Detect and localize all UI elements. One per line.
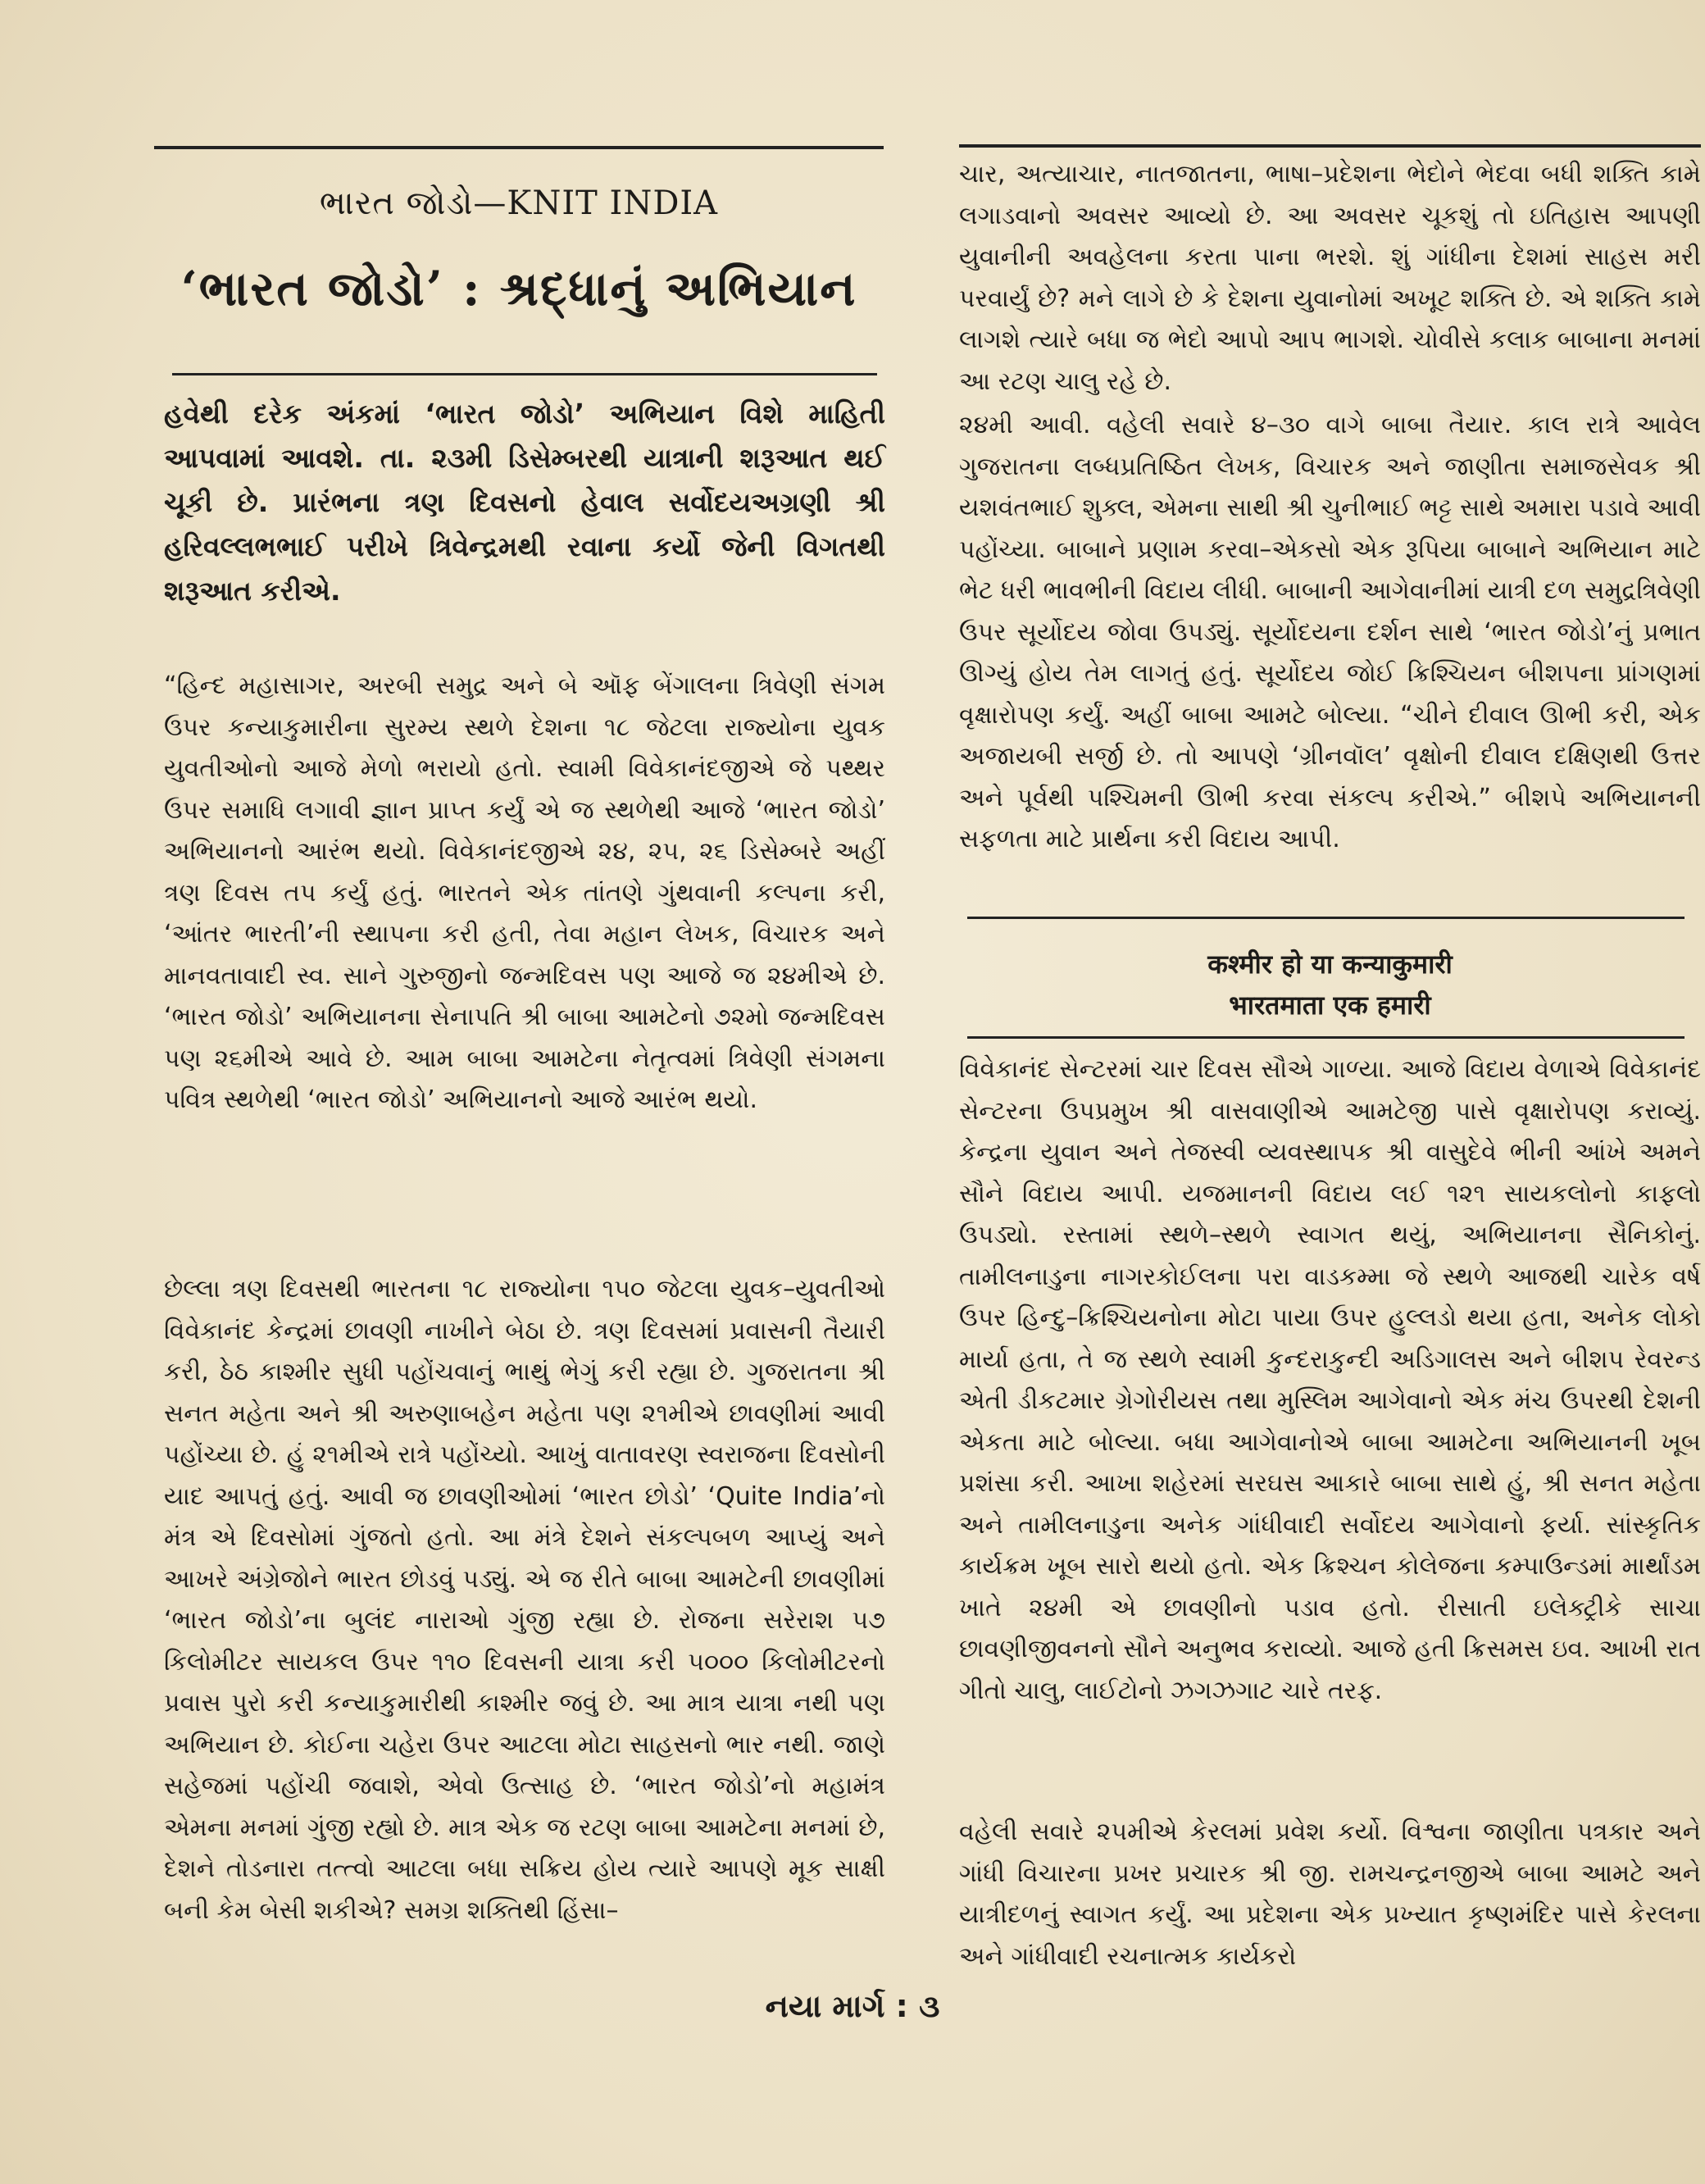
article-headline: ‘ભારત જોડો’ : શ્રદ્ધાનું અભિયાન: [180, 261, 857, 316]
article-kicker: ભારત જોડો—KNIT INDIA: [319, 184, 719, 222]
body-paragraph-1: “હિન્દ મહાસાગર, અરબી સમુદ્ર અને બે ઑફ બેંગાલના ત્રિવેણી સંગમ ઉપર કન્યાકુમારીના સુરમ્ય સ્થળે દેશના ૧૮ જેટલા રાજ્યોના યુવક યુવતીઓનો આજે મેળો ભરાયો હતો. સ્વામી વિવેકાનંદજીએ જે પથ્થર ઉપર સમાધિ લગાવી જ્ઞાન પ્રાપ્ત કર્યું એ જ સ્થળેથી આજે ‘ભારત જોડો’ અભિયાનનો આરંભ થયો. વિવેકાનંદજીએ ૨૪, ૨૫, ૨૬ ડિસેમ્બરે અહીં ત્રણ દિવસ તપ કર્યું હતું. ભારતને એક તાંતણે ગુંથવાની કલ્પના કરી, ‘આંતર ભારતી’ની સ્થાપના કરી હતી, તેવા મહાન લેખક, વિચારક અને માનવતાવાદી સ્વ. સાને ગુરુજીનો જન્મદિવસ પણ આજે જ ૨૪મીએ છે. ‘ભારત જોડો’ અભિયાનના સેનાપતિ શ્રી બાબા આમટેનો ૭૨મો જન્મદિવસ પણ ૨૬મીએ આવે છે. આમ બાબા આમટેના નેતૃત્વમાં ત્રિવેણી સંગમના પવિત્ર સ્થળેથી ‘ભારત જોડો’ અભિયાનનો આજે આરંભ થયો.: [164, 671, 885, 1114]
slogan-top-rule: [967, 917, 1685, 919]
slogan-line-2: भारतमाता एक हमारी: [1229, 990, 1431, 1021]
slogan-line-1: कश्मीर हो या कन्याकुमारी: [1207, 949, 1453, 980]
body-paragraph-4: ૨૪મી આવી. વહેલી સવારે ૪–૩૦ વાગે બાબા તૈયાર. કાલ રાત્રે આવેલ ગુજરાતના લબ્ધપ્રતિષ્ઠિત લેખક, વિચારક અને જાણીતા સમાજસેવક શ્રી યશવંતભાઈ શુક્લ, એમના સાથી શ્રી ચુનીભાઈ ભટ્ટ સાથે અમારા પડાવે આવી પહોંચ્યા. બાબાને પ્રણામ કરવા–એકસો એક રૂપિયા બાબાને અભિયાન માટે ભેટ ધરી ભાવભીની વિદાય લીધી. બાબાની આગેવાનીમાં યાત્રી દળ સમુદ્રત્રિવેણી ઉપર સૂર્યોદય જોવા ઉપડ્યું. સૂર્યોદયના દર્શન સાથે ‘ભારત જોડો’નું પ્રભાત ઊગ્યું હોય તેમ લાગતું હતું. સૂર્યોદય જોઈ ક્રિશ્ચિયન બીશપના પ્રાંગણમાં વૃક્ષારોપણ કર્યું. અહીં બાબા આમટે બોલ્યા. “ચીને દીવાલ ઊભી કરી, એક અજાયબી સર્જી છે. તો આપણે ‘ગ્રીનવૉલ’ વૃક્ષોની દીવાલ દક્ષિણથી ઉત્તર અને પૂર્વથી પશ્ચિમની ઊભી કરવા સંકલ્પ કરીએ.” બીશપે અભિયાનની સફળતા માટે પ્રાર્થના કરી વિદાય આપી.: [959, 411, 1701, 853]
body-paragraph-3: ચાર, અત્યાચાર, નાતજાતના, ભાષા–પ્રદેશના ભેદોને ભેદવા બધી શક્તિ કામે લગાડવાનો અવસર આવ્યો છે. આ અવસર ચૂકશું તો ઇતિહાસ આપણી યુવાનીની અવહેલના કરતા પાના ભરશે. શું ગાંધીના દેશમાં સાહસ મરી પરવાર્યું છે? મને લાગે છે કે દેશના યુવાનોમાં અખૂટ શક્તિ છે. એ શક્તિ કામે લાગશે ત્યારે બધા જ ભેદો આપો આપ ભાગશે. ચોવીસે કલાક બાબાના મનમાં આ રટણ ચાલુ રહે છે.: [959, 160, 1701, 396]
headline-rule: [172, 373, 877, 375]
left-top-rule: [154, 146, 884, 149]
body-paragraph-6: વહેલી સવારે ૨૫મીએ કેરલમાં પ્રવેશ કર્યો. વિશ્વના જાણીતા પત્રકાર અને ગાંધી વિચારના પ્રખર પ્રચારક શ્રી જી. રામચન્દ્રનજીએ બાબા આમટે અને યાત્રીદળનું સ્વાગત કર્યું. આ પ્રદેશના એક પ્રખ્યાત કૃષ્ણમંદિર પાસે કેરલના અને ગાંધીવાદી રચનાત્મક કાર્યકરો: [959, 1818, 1701, 1971]
page-footer: નયા માર્ગ : ૩: [765, 1988, 940, 2024]
slogan-bottom-rule: [967, 1036, 1685, 1039]
body-paragraph-5: વિવેકાનંદ સેન્ટરમાં ચાર દિવસ સૌએ ગાળ્યા. આજે વિદાય વેળાએ વિવેકાનંદ સેન્ટરના ઉપપ્રમુખ શ્રી વાસવાણીએ આમટેજી પાસે વૃક્ષારોપણ કરાવ્યું. કેન્દ્રના યુવાન અને તેજસ્વી વ્યવસ્થાપક શ્રી વાસુદેવે ભીની આંખે અમને સૌને વિદાય આપી. યજમાનની વિદાય લઈ ૧૨૧ સાયકલોનો કાફલો ઉપડ્યો. રસ્તામાં સ્થળે–સ્થળે સ્વાગત થયું, અભિયાનના સૈનિકોનું. તામીલનાડુના નાગરકોઈલના પરા વાડકમ્મા જે સ્થળે આજથી ચારેક વર્ષ ઉપર હિન્દુ–ક્રિશ્ચિયનોના મોટા પાયા ઉપર હુલ્લડો થયા હતા, અનેક લોકો માર્યા હતા, તે જ સ્થળે સ્વામી કુન્દરાકુન્દી અડિગાલસ અને બીશપ રેવરન્ડ એતી ડીકટમાર ગ્રેગોરીયસ તથા મુસ્લિમ આગેવાનો એક મંચ ઉપરથી દેશની એકતા માટે બોલ્યા. બધા આગેવાનોએ બાબા આમટેના અભિયાનની ખૂબ પ્રશંસા કરી. આખા શહેરમાં સરઘસ આકારે બાબા સાથે હું, શ્રી સનત મહેતા અને તામીલનાડુના અનેક ગાંધીવાદી સર્વોદય આગેવાનો ફર્યા. સાંસ્કૃતિક કાર્યક્રમ ખૂબ સારો થયો હતો. એક ક્રિશ્ચન કોલેજના કમ્પાઉન્ડમાં માર્થાંડમ ખાતે ૨૪મી એ છાવણીનો પડાવ હતો. રીસાતી ઇલેક્ટ્રીકે સાચા છાવણીજીવનનો સૌને અનુભવ કરાવ્યો. આજે હતી ક્રિસમસ ઇવ. આખી રાત ગીતો ચાલુ, લાઈટોનો ઝગઝગાટ ચારે તરફ.: [959, 1055, 1701, 1705]
intro-paragraph: હવેથી દરેક અંકમાં ‘ભારત જોડો’ અભિયાન વિશે માહિતી આપવામાં આવશે. તા. ૨૩મી ડિસેમ્બરથી યાત્રાની શરૂઆત થઈ ચૂકી છે. પ્રારંભના ત્રણ દિવસનો હેવાલ સર્વોદયઅગ્રણી શ્રી હરિવલ્લભભાઈ પરીખે ત્રિવેન્દ્રમથી રવાના કર્યો જેની વિગતથી શરૂઆત કરીએ.: [164, 398, 885, 607]
body-paragraph-2: છેલ્લા ત્રણ દિવસથી ભારતના ૧૮ રાજ્યોના ૧૫૦ જેટલા યુવક–યુવતીઓ વિવેકાનંદ કેન્દ્રમાં છાવણી નાખીને બેઠા છે. ત્રણ દિવસમાં પ્રવાસની તૈયારી કરી, ઠેઠ કાશ્મીર સુધી પહોંચવાનું ભાથું ભેગું કરી રહ્યા છે. ગુજરાતના શ્રી સનત મહેતા અને શ્રી અરુણાબહેન મહેતા પણ ૨૧મીએ છાવણીમાં આવી પહોંચ્યા છે. હું ૨૧મીએ રાત્રે પહોંચ્યો. આખું વાતાવરણ સ્વરાજના દિવસોની યાદ આપતું હતું. આવી જ છાવણીઓમાં ‘ભારત છોડો’ ‘Quite India’નો મંત્ર એ દિવસોમાં ગુંજતો હતો. આ મંત્રે દેશને સંકલ્પબળ આપ્યું અને આખરે અંગ્રેજોને ભારત છોડવું પડ્યું. એ જ રીતે બાબા આમટેની છાવણીમાં ‘ભારત જોડો’ના બુલંદ નારાઓ ગુંજી રહ્યા છે. રોજના સરેરાશ ૫૭ કિલોમીટર સાયકલ ઉપર ૧૧૦ દિવસની યાત્રા કરી ૫૦૦૦ કિલોમીટરનો પ્રવાસ પુરો કરી કન્યાકુમારીથી કાશ્મીર જવું છે. આ માત્ર યાત્રા નથી પણ અભિયાન છે. કોઈના ચહેરા ઉપર આટલા મોટા સાહસનો ભાર નથી. જાણે સહેજમાં પહોંચી જવાશે, એવો ઉત્સાહ છે. ‘ભારત જોડો’નો મહામંત્ર એમના મનમાં ગુંજી રહ્યો છે. માત્ર એક જ રટણ બાબા આમટેના મનમાં છે, દેશને તોડનારા તત્ત્વો આટલા બધા સક્રિય હોય ત્યારે આપણે મૂક સાક્ષી બની કેમ બેસી શકીએ? સમગ્ર શક્તિથી હિંસા–: [164, 1275, 885, 1925]
right-top-rule: [959, 144, 1701, 148]
